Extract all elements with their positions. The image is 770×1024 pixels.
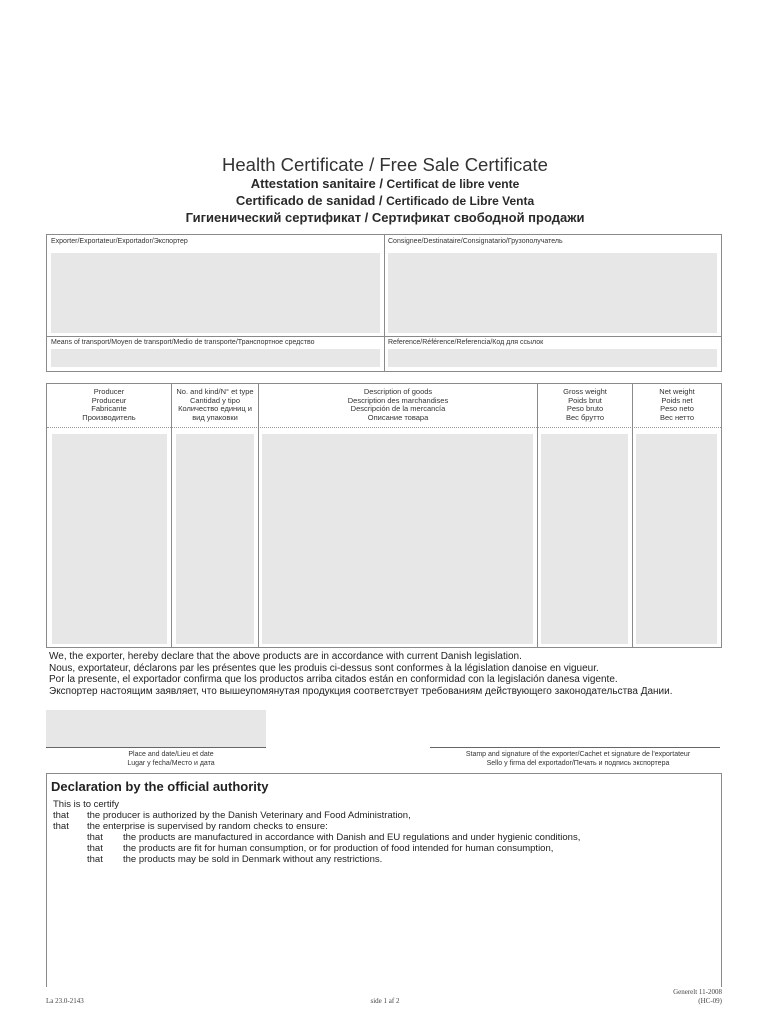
place-date-field[interactable] xyxy=(46,710,266,747)
official-subline-1: the products are manufactured in accordance with Danish and EU regulations and under hygienic conditions, xyxy=(123,832,581,843)
signature-caption xyxy=(418,750,738,768)
col-divider-1 xyxy=(171,384,172,647)
transport-field[interactable] xyxy=(51,349,380,367)
col-divider-2 xyxy=(258,384,259,647)
subtitle-spanish-bold: Certificado de sanidad / xyxy=(235,193,387,208)
official-line-1: the producer is authorized by the Danish Veterinary and Food Administration, xyxy=(87,810,411,821)
gross-weight-field[interactable] xyxy=(541,434,628,644)
header-description: Description of goods Description des marchandises Descripción de la mercancía Описание товара xyxy=(347,387,449,422)
signature-line[interactable] xyxy=(430,747,720,748)
declaration-es: Por la presente, el exportador confirma que los productos arriba citados están en conformidad con la legislación danesa vigente. xyxy=(49,674,618,685)
official-subline-3: the products may be sold in Denmark without any restrictions. xyxy=(123,854,383,865)
reference-field[interactable] xyxy=(388,349,717,367)
official-intro: This is to certify xyxy=(53,799,119,810)
footer-page-number: side 1 af 2 xyxy=(370,997,400,1005)
official-line-1-prefix: that xyxy=(53,810,69,821)
official-line-2-prefix: that xyxy=(53,821,69,832)
declaration-fr: Nous, exportateur, déclarons par les présentes que les produis ci-dessus sont conformes à la législation danoise en vigueur. xyxy=(49,662,599,674)
official-line-2: the enterprise is supervised by random checks to ensure: xyxy=(87,821,328,832)
place-date-caption-1: Place and date/Lieu et date xyxy=(128,751,214,758)
net-weight-field[interactable] xyxy=(636,434,717,644)
header-quantity: No. and kind/N° et type Cantidad y tipo Количество единиц и вид упаковки xyxy=(176,387,254,422)
page-title: Health Certificate / Free Sale Certificate xyxy=(222,154,548,175)
subtitle-russian: Гигиенический сертификат / Сертификат свободной продажи xyxy=(185,210,585,225)
header-gross-weight: Gross weight Poids brut Peso bruto Вес брутто xyxy=(563,387,607,422)
producer-field[interactable] xyxy=(52,434,167,644)
signature-caption-2: Sello y firma del exportador/Печать и подпись экспортера xyxy=(486,760,670,767)
declaration-ru: Экспортер настоящим заявляет, что вышеупомянутая продукция соответствует требованиям действующего законодательства Дании. xyxy=(49,685,673,697)
exporter-declaration xyxy=(49,651,729,697)
subtitle-french xyxy=(0,176,770,191)
col-divider-4 xyxy=(632,384,633,647)
footer-version xyxy=(600,988,722,1006)
transport-label: Means of transport/Moyen de transport/Medio de transporte/Транспортное средство xyxy=(51,339,315,346)
footer-version-2: (HC-09) xyxy=(698,997,722,1005)
consignee-field[interactable] xyxy=(388,253,717,333)
header-producer: Producer Produceur Fabricante Производитель xyxy=(82,387,136,422)
official-box xyxy=(46,773,722,987)
col-divider-3 xyxy=(537,384,538,647)
declaration-en: We, the exporter, hereby declare that the above products are in accordance with current Danish legislation. xyxy=(49,651,522,662)
signature-caption-1: Stamp and signature of the exporter/Cachet et signature de l'exportateur xyxy=(465,751,691,758)
official-subline-1-prefix: that xyxy=(87,832,103,843)
subtitle-spanish-rest: Certificado de Libre Venta xyxy=(386,194,535,208)
quantity-field[interactable] xyxy=(176,434,254,644)
subtitle-french-bold: Attestation sanitaire / xyxy=(250,176,387,191)
parties-divider xyxy=(384,235,385,371)
place-date-caption xyxy=(46,750,296,768)
consignee-label: Consignee/Destinataire/Consignatario/Грузополучатель xyxy=(388,238,563,245)
official-subline-2-prefix: that xyxy=(87,843,103,854)
description-field[interactable] xyxy=(262,434,533,644)
exporter-field[interactable] xyxy=(51,253,380,333)
reference-label: Reference/Référence/Referencia/Код для ссылок xyxy=(388,339,544,346)
subtitle-french-rest: Certificat de libre vente xyxy=(386,177,520,191)
parties-box xyxy=(46,234,722,372)
subtitle-spanish xyxy=(0,193,770,208)
official-title: Declaration by the official authority xyxy=(51,779,269,794)
footer-version-1: Generelt 11-2008 xyxy=(673,988,722,996)
header-net-weight: Net weight Poids net Peso neto Вес нетто xyxy=(659,387,695,422)
place-date-caption-2: Lugar y fecha/Место и дата xyxy=(127,760,215,767)
official-subline-2: the products are fit for human consumption, or for production of food intended for human consumption, xyxy=(123,843,554,854)
footer-form-number: La 23.0-2143 xyxy=(46,997,84,1005)
parties-row-divider xyxy=(47,336,721,337)
exporter-label: Exporter/Exportateur/Exportador/Экспортер xyxy=(51,238,188,245)
place-date-line xyxy=(46,747,266,748)
official-subline-3-prefix: that xyxy=(87,854,103,865)
goods-header-divider xyxy=(47,427,721,428)
goods-table xyxy=(46,383,722,648)
